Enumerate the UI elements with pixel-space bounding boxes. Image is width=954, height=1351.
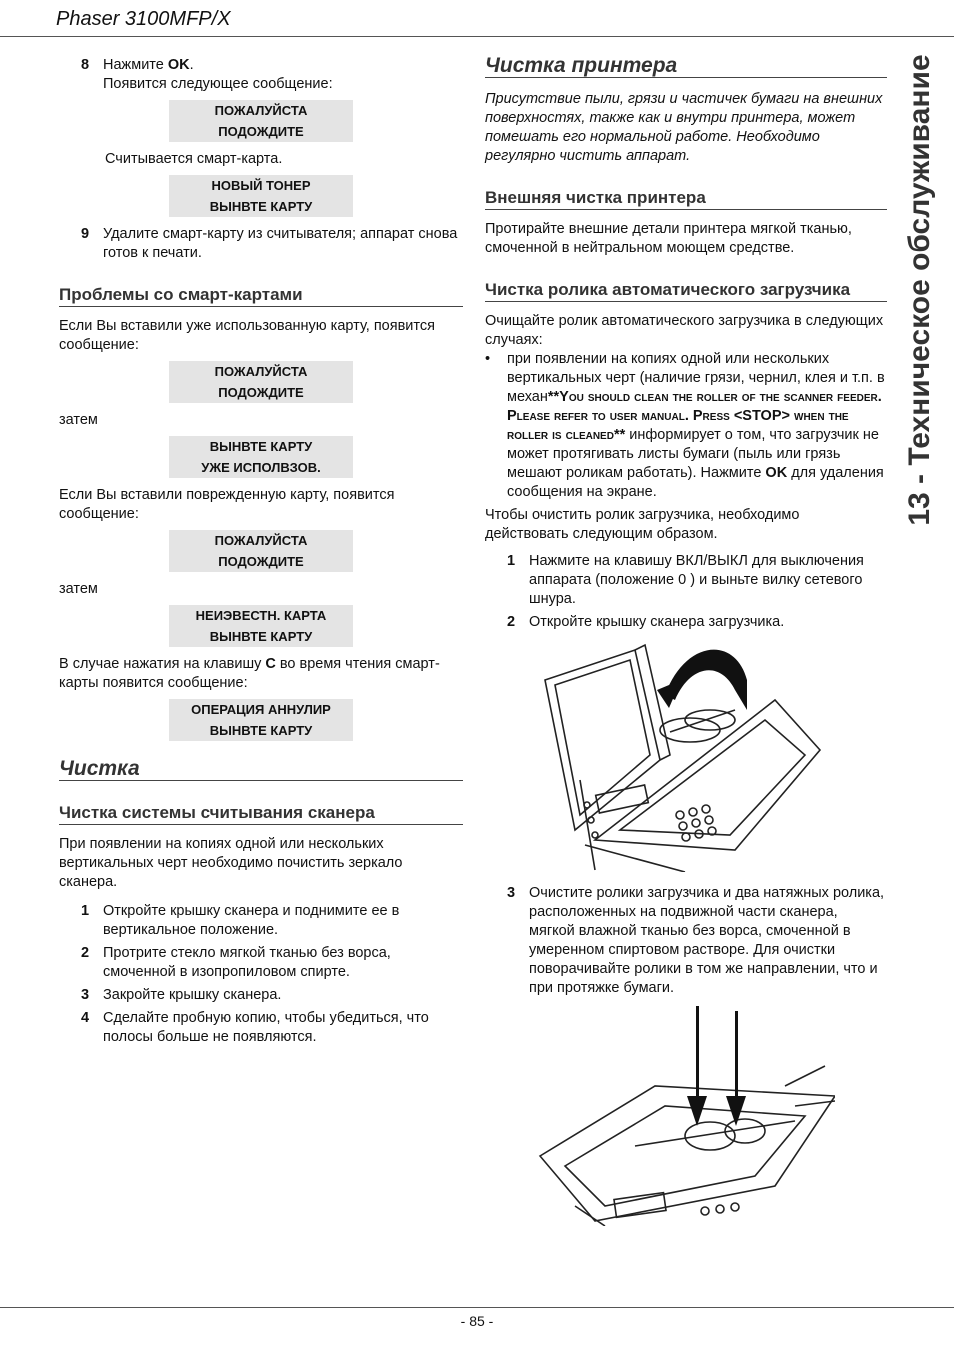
lcd-line: ВЫНВТЕ КАРТУ	[209, 199, 313, 214]
step-text: Сделайте пробную копию, чтобы убедиться, что полосы больше не появляются.	[103, 1010, 429, 1045]
then-text: затем	[59, 581, 98, 597]
step-number: 1	[507, 553, 516, 569]
howto-text: Чтобы очистить ролик загрузчика, необходимо действовать следующим образом.	[485, 507, 800, 542]
scan-step	[59, 1009, 463, 1047]
lcd-line: ПОЖАЛУЙСТА	[214, 103, 308, 118]
step-number: 4	[81, 1010, 90, 1026]
lcd-line: НОВЫЙ ТОНЕР	[211, 178, 311, 193]
lcd-message	[169, 361, 353, 403]
ok-key: OK	[765, 465, 788, 481]
scan-step	[59, 902, 463, 940]
step-number: 1	[81, 903, 90, 919]
lcd-message	[169, 100, 353, 142]
used-card-text: Если Вы вставили уже использованную карту, появится сообщение:	[59, 318, 435, 353]
step-number: 3	[507, 885, 516, 901]
roller-bullet	[485, 350, 887, 502]
roller-cleaning-illustration	[535, 1006, 835, 1226]
ok-key: OK	[167, 57, 190, 73]
lcd-line: ПОЖАЛУЙСТА	[214, 533, 308, 548]
bullet-post: для удаления сообщения на экране.	[507, 465, 884, 500]
roller-intro: Очищайте ролик автоматического загрузчика в следующих случаях:	[485, 313, 884, 348]
header-title: Phaser 3100MFP/X	[56, 8, 231, 30]
step-8-post: .	[189, 57, 194, 73]
lcd-line: НЕИЭВЕСТН. КАРТА	[195, 608, 327, 623]
footer-divider	[0, 1307, 954, 1308]
roller-step	[485, 884, 887, 998]
lcd-line: ВЫНВТЕ КАРТУ	[209, 629, 313, 644]
lcd-message	[169, 605, 353, 647]
header-divider	[0, 36, 954, 37]
roller-step	[485, 613, 887, 632]
bullet-pre: при появлении на копиях одной или нескольких вертикальных черт (наличие грязи, чернил, клея и т.п. в механ	[507, 351, 885, 405]
chapter-tab-label: 13 - Техническое обслуживание	[903, 54, 936, 526]
step-text: Очистите ролики загрузчика и два натяжных ролика, расположенных на подвижной части сканера, мягкой влажной тканью без ворса, смоченной в умеренном спиртовом растворе. Для очистки поворачивайте ролики в том же направлении, что и при протяжке бумаги.	[529, 885, 885, 996]
c-key-text	[59, 655, 463, 693]
damaged-card-text: Если Вы вставили поврежденную карту, появится сообщение:	[59, 487, 395, 522]
scanner-feeder-message: **You should clean the roller of the scanner feeder. Please refer to user manual. Press <STOP> when the roller is cleaned**	[507, 389, 882, 443]
scan-step	[59, 986, 463, 1005]
step-8-line2: Появится следующее сообщение:	[103, 76, 333, 92]
step-text: Откройте крышку сканера загрузчика.	[529, 614, 785, 630]
bullet-mid: информирует о том, что загрузчик не может протягивать листы бумаги (пыль или грязь мешают роликам работать). Нажмите	[507, 427, 879, 481]
roller-step	[485, 552, 887, 609]
lcd-line: ПОДОЖДИТЕ	[218, 554, 304, 569]
step-9	[59, 225, 463, 263]
lcd-line: ВЫНВТЕ КАРТУ	[209, 439, 313, 454]
lcd-line: ПОДОЖДИТЕ	[218, 124, 304, 139]
printer-intro: Присутствие пыли, грязи и частичек бумаги на внешних поверхностях, также как и внутри принтера, может помешать его нормальной работе. Необходимо регулярно чистить аппарат.	[485, 91, 883, 164]
heading-cleaning: Чистка	[59, 759, 463, 781]
heading-smartcard-problems: Проблемы со смарт-картами	[59, 285, 463, 307]
lcd-line: ПОЖАЛУЙСТА	[214, 364, 308, 379]
step-number: 9	[81, 226, 90, 242]
heading-external-cleaning: Внешняя чистка принтера	[485, 188, 887, 210]
pointer-arrows-icon	[687, 1006, 746, 1126]
step-number: 8	[81, 57, 90, 73]
step-8	[59, 56, 463, 94]
reading-text: Считывается смарт-карта.	[105, 151, 283, 167]
step-text: Откройте крышку сканера и поднимите ее в вертикальное положение.	[103, 903, 400, 938]
lcd-message	[169, 530, 353, 572]
step-text: Протрите стекло мягкой тканью без ворса, смоченной в изопропиловом спирте.	[103, 945, 391, 980]
lcd-message	[169, 175, 353, 217]
bullet-dot: •	[485, 351, 491, 367]
bullet-text	[507, 350, 887, 502]
chapter-tab	[890, 54, 950, 526]
step-text: Закройте крышку сканера.	[103, 987, 282, 1003]
heading-printer-cleaning: Чистка принтера	[485, 56, 887, 78]
scanner-intro: При появлении на копиях одной или нескольких вертикальных черт необходимо почистить зеркало сканера.	[59, 836, 403, 890]
heading-roller-cleaning: Чистка ролика автоматического загрузчика	[485, 280, 887, 302]
heading-scanner-cleaning: Чистка системы считывания сканера	[59, 803, 463, 825]
step-text: Удалите смарт-карту из считывателя; аппарат снова готов к печати.	[103, 226, 458, 261]
step-text: Нажмите на клавишу ВКЛ/ВЫКЛ для выключения аппарата (положение 0 ) и выньте вилку сетевого шнура.	[529, 553, 864, 607]
c-key-pre: В случае нажатия на клавишу	[59, 656, 266, 672]
page-number: - 85 -	[460, 1313, 494, 1329]
scanner-open-illustration	[535, 640, 825, 872]
step-number: 3	[81, 987, 90, 1003]
right-column	[485, 56, 887, 1238]
step-8-pre: Нажмите	[103, 57, 168, 73]
external-text: Протирайте внешние детали принтера мягкой тканью, смоченной в нейтральном моющем средстве.	[485, 221, 852, 256]
lcd-message	[169, 699, 353, 741]
lcd-line: УЖЕ ИСПОЛВЗОВ.	[201, 460, 321, 475]
lift-arrow-icon	[657, 650, 747, 710]
then-text: затем	[59, 412, 98, 428]
step-text	[103, 56, 463, 94]
lcd-message	[169, 436, 353, 478]
lcd-line: ПОДОЖДИТЕ	[218, 385, 304, 400]
lcd-line: ОПЕРАЦИЯ АННУЛИР	[191, 702, 331, 717]
step-number: 2	[81, 945, 90, 961]
scan-step	[59, 944, 463, 982]
lcd-line: ВЫНВТЕ КАРТУ	[209, 723, 313, 738]
left-column	[59, 56, 463, 1051]
c-key: C	[265, 656, 276, 672]
c-key-post: во время чтения смарт-карты появится сообщение:	[59, 656, 440, 691]
step-number: 2	[507, 614, 516, 630]
